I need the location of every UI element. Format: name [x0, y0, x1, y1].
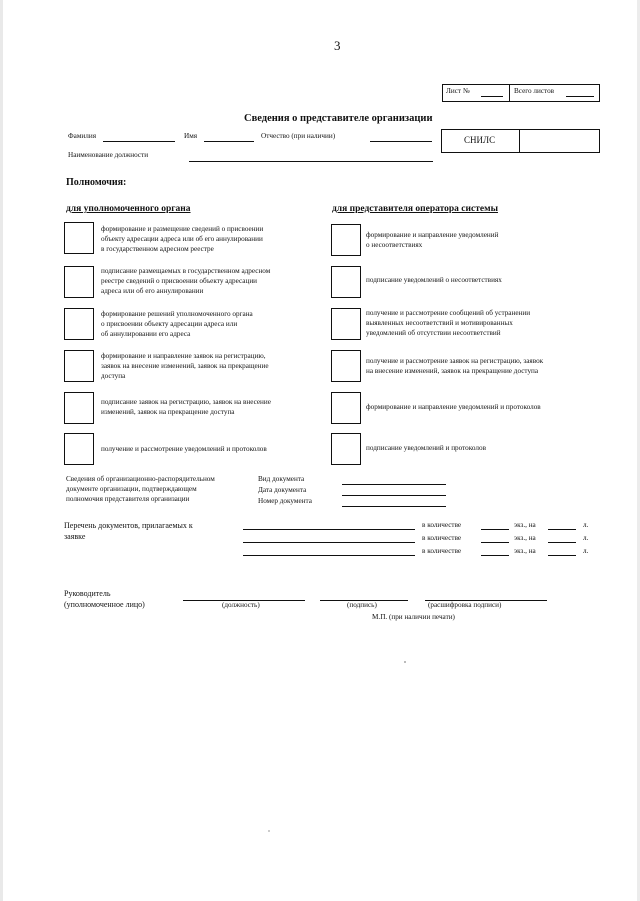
power-right-4: получение и рассмотрение заявок на регистрацию, заявок на внесение изменений, заявок на прекращение доступа [366, 357, 544, 375]
checkbox-right-3[interactable] [331, 308, 361, 340]
position-caption: (должность) [222, 601, 260, 609]
doc-number-label: Номер документа [258, 497, 312, 505]
sheets-label-1: л. [583, 521, 589, 529]
checkbox-left-4[interactable] [64, 350, 94, 382]
doc-date-label: Дата документа [258, 486, 307, 494]
doc-type-label: Вид документа [258, 475, 305, 483]
head-label: Руководитель [64, 589, 111, 598]
sheets-field-1[interactable] [548, 529, 576, 530]
authorized-person-label: (уполномоченное лицо) [64, 600, 145, 609]
power-right-1: формирование и направление уведомлений о несоответствиях [366, 231, 499, 249]
power-left-2: подписание размещаемых в государственном адресном реестре сведений о присвоении объекту адресации адреса или об его аннулировании [101, 267, 271, 295]
decode-caption: (расшифровка подписи) [428, 601, 502, 609]
sheet-number-field[interactable] [481, 96, 503, 97]
checkbox-left-5[interactable] [64, 392, 94, 424]
sheets-label-2: л. [583, 534, 589, 542]
copies-label-1: экз., на [514, 521, 536, 529]
copies-label-2: экз., на [514, 534, 536, 542]
sheet-number-label: Лист № [446, 87, 470, 95]
quantity-field-1[interactable] [481, 529, 509, 530]
attachment-name-field-1[interactable] [243, 529, 415, 530]
checkbox-left-1[interactable] [64, 222, 94, 254]
power-right-6: подписание уведомлений и протоколов [366, 444, 486, 452]
power-right-5: формирование и направление уведомлений и протоколов [366, 403, 541, 411]
sheets-field-3[interactable] [548, 555, 576, 556]
power-left-5: подписание заявок на регистрацию, заявок на внесение изменений, заявок на прекращение доступа [101, 398, 271, 416]
checkbox-left-3[interactable] [64, 308, 94, 340]
name-label: Имя [184, 132, 198, 140]
signature-caption: (подпись) [347, 601, 377, 609]
sheets-label-3: л. [583, 547, 589, 555]
attachment-name-field-2[interactable] [243, 542, 415, 543]
power-left-6: получение и рассмотрение уведомлений и протоколов [101, 445, 267, 453]
checkbox-right-2[interactable] [331, 266, 361, 298]
doc-date-field[interactable] [342, 495, 446, 496]
power-left-3: формирование решений уполномоченного органа о присвоении объекту адресации адреса или об аннулировании его адреса [101, 310, 253, 338]
attachment-name-field-3[interactable] [243, 555, 415, 556]
scan-speck [268, 830, 270, 832]
copies-label-3: экз., на [514, 547, 536, 555]
patronymic-label: Отчество (при наличии) [261, 132, 336, 140]
seal-label: М.П. (при наличии печати) [372, 613, 455, 621]
surname-label: Фамилия [68, 132, 97, 140]
checkbox-right-5[interactable] [331, 392, 361, 424]
checkbox-right-6[interactable] [331, 433, 361, 465]
name-field[interactable] [204, 141, 254, 142]
checkbox-right-1[interactable] [331, 224, 361, 256]
snils-label: СНИЛС [464, 135, 496, 145]
doc-type-field[interactable] [342, 484, 446, 485]
sheets-field-2[interactable] [548, 542, 576, 543]
powers-heading: Полномочия: [66, 177, 127, 188]
patronymic-field[interactable] [370, 141, 432, 142]
power-left-1: формирование и размещение сведений о присвоении объекту адресации адреса или об его аннулировании в государственном адресном реестре [101, 225, 264, 253]
quantity-field-3[interactable] [481, 555, 509, 556]
surname-field[interactable] [103, 141, 175, 142]
scan-edge-left [0, 0, 3, 901]
power-left-4: формирование и направление заявок на регистрацию, заявок на внесение изменений, заявок на прекращение доступа [101, 352, 269, 380]
checkbox-right-4[interactable] [331, 350, 361, 382]
page-title: Сведения о представителе организации [244, 113, 433, 124]
quantity-field-2[interactable] [481, 542, 509, 543]
page-number: 3 [334, 38, 341, 53]
total-sheets-field[interactable] [566, 96, 594, 97]
power-right-2: подписание уведомлений о несоответствиях [366, 276, 502, 284]
quantity-label-2: в количестве [422, 534, 462, 542]
right-column-heading: для представителя оператора системы [332, 204, 498, 214]
scan-speck [404, 661, 406, 663]
position-label: Наименование должности [68, 151, 149, 159]
attachments-label: Перечень документов, прилагаемых к заявке [64, 521, 193, 541]
snils-field[interactable] [521, 131, 598, 151]
power-right-3: получение и рассмотрение сообщений об устранении выявленных несоответствий и мотивированных уведомлений об отсутствии несоответствий [366, 309, 531, 337]
authority-doc-description: Сведения об организационно-распорядительном документе организации, подтверждающем полномочия представителя организации [66, 475, 215, 503]
checkbox-left-6[interactable] [64, 433, 94, 465]
quantity-label-3: в количестве [422, 547, 462, 555]
checkbox-left-2[interactable] [64, 266, 94, 298]
position-field[interactable] [189, 161, 433, 162]
total-sheets-label: Всего листов [514, 87, 555, 95]
left-column-heading: для уполномоченного органа [66, 204, 191, 214]
doc-number-field[interactable] [342, 506, 446, 507]
quantity-label-1: в количестве [422, 521, 462, 529]
